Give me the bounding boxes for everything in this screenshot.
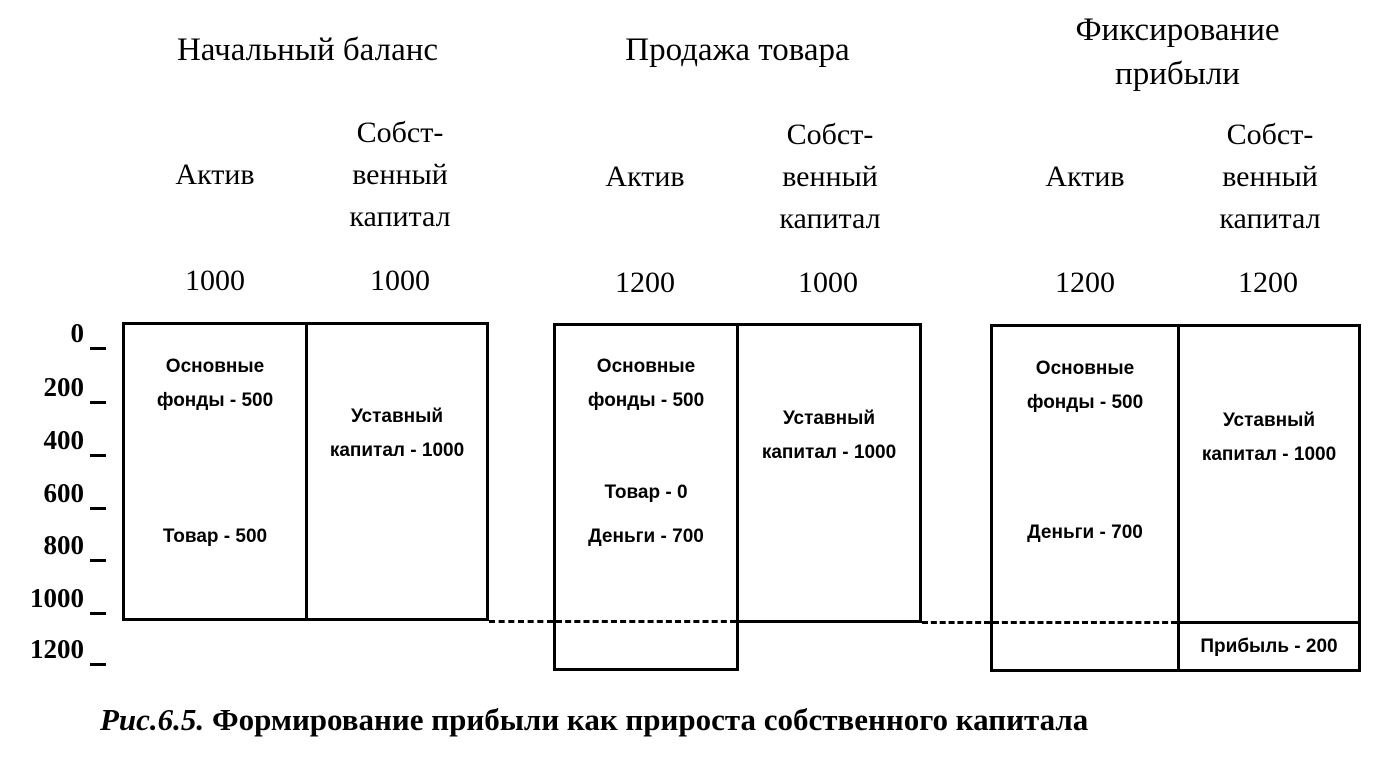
dashed-line-segment-4 — [993, 621, 1177, 624]
panel-1-equity-item-1-line2: капитал - 1000 — [329, 440, 465, 461]
y-tick-mark-600 — [90, 507, 106, 510]
figure-caption — [100, 702, 1320, 738]
panel-2-title: Продажа товара — [625, 32, 850, 68]
panel-1-equity-header-line1: Собст- — [356, 116, 444, 149]
panel-3-equity-header — [1190, 114, 1350, 240]
y-tick-mark-200 — [90, 401, 106, 404]
panel-3-equity-box — [1177, 324, 1361, 672]
panel-2-equity-item-1-line2: капитал - 1000 — [761, 442, 897, 463]
panel-1-equity-total: 1000 — [370, 264, 430, 297]
y-tick-mark-0 — [90, 347, 106, 350]
panel-2-equity-item-1-line1: Уставный — [782, 408, 876, 429]
panel-3-equity-header-line3: капитал — [1219, 202, 1321, 235]
panel-1-asset-item-1-line2: фонды - 500 — [156, 390, 274, 411]
panel-3-equity-item-1-line2: капитал - 1000 — [1201, 444, 1337, 465]
figure-caption-text: Формирование прибыли как прироста собственного капитала — [211, 702, 1089, 737]
panel-2-equity-item-1 — [739, 402, 919, 470]
panel-1-equity-item-1-line1: Уставный — [350, 406, 444, 427]
panel-2-equity-header — [750, 114, 910, 240]
panel-2-asset-header: Актив — [605, 160, 685, 193]
y-tick-600: 600 — [43, 478, 84, 508]
panel-2-asset-item-3: Деньги - 700 — [588, 526, 704, 547]
panel-2-equity-header-line3: капитал — [779, 202, 881, 235]
panel-1-equity-box — [305, 322, 489, 621]
panel-2-asset-item-2: Товар - 0 — [604, 482, 688, 503]
panel-3-asset-item-1-line1: Основные — [1035, 358, 1135, 379]
panel-1-equity-item-1 — [308, 400, 486, 468]
panel-3-title-line2: прибыли — [1115, 56, 1240, 92]
panel-1-asset-header: Актив — [175, 158, 255, 191]
y-tick-mark-1000 — [90, 612, 106, 615]
panel-2-asset-item-1 — [556, 350, 736, 418]
y-tick-mark-1200 — [90, 663, 106, 666]
panel-1-equity-header — [320, 112, 480, 238]
dashed-line-segment-1 — [489, 620, 553, 623]
panel-3-asset-item-2: Деньги - 700 — [1027, 522, 1143, 543]
y-tick-mark-800 — [90, 559, 106, 562]
y-tick-1000: 1000 — [30, 583, 84, 613]
y-tick-0: 0 — [70, 318, 84, 348]
panel-1-asset-total: 1000 — [185, 264, 245, 297]
panel-2-asset-item-1-line1: Основные — [596, 356, 696, 377]
panel-3-equity-item-1 — [1180, 404, 1358, 472]
y-tick-mark-400 — [90, 454, 106, 457]
panel-3-equity-item-1-line1: Уставный — [1222, 410, 1316, 431]
y-tick-400: 400 — [43, 425, 84, 455]
panel-3-asset-item-1-line2: фонды - 500 — [1026, 392, 1144, 413]
panel-1-title: Начальный баланс — [176, 32, 439, 68]
panel-3-profit-divider — [1177, 621, 1361, 624]
y-tick-1200: 1200 — [30, 634, 84, 664]
panel-1-equity-header-line3: капитал — [349, 200, 451, 233]
panel-3-asset-header: Актив — [1045, 160, 1125, 193]
panel-3-asset-item-1 — [993, 352, 1177, 420]
panel-1-asset-item-1-line1: Основные — [165, 356, 265, 377]
y-tick-800: 800 — [43, 530, 84, 560]
figure-caption-number: Рис.6.5. — [100, 702, 205, 737]
panel-2-equity-header-line2: венный — [782, 160, 878, 193]
panel-2-equity-header-line1: Собст- — [786, 118, 874, 151]
dashed-line-segment-3 — [922, 621, 990, 624]
panel-2-asset-item-1-line2: фонды - 500 — [587, 390, 705, 411]
panel-1-asset-item-2: Товар - 500 — [162, 526, 268, 547]
panel-1-asset-item-1 — [125, 350, 305, 418]
panel-3-asset-total: 1200 — [1055, 266, 1115, 299]
panel-2-equity-box — [736, 323, 922, 623]
panel-2-equity-total: 1000 — [798, 266, 858, 299]
panel-3-equity-total: 1200 — [1238, 266, 1298, 299]
panel-3-equity-item-2: Прибыль - 200 — [1200, 636, 1338, 657]
panel-3-equity-header-line2: венный — [1222, 160, 1318, 193]
dashed-line-segment-2 — [556, 620, 736, 623]
panel-2-asset-total: 1200 — [615, 266, 675, 299]
panel-3-equity-header-line1: Собст- — [1226, 118, 1314, 151]
panel-3-title-line1: Фиксирование — [1075, 12, 1280, 48]
y-tick-200: 200 — [43, 372, 84, 402]
panel-1-equity-header-line2: венный — [352, 158, 448, 191]
